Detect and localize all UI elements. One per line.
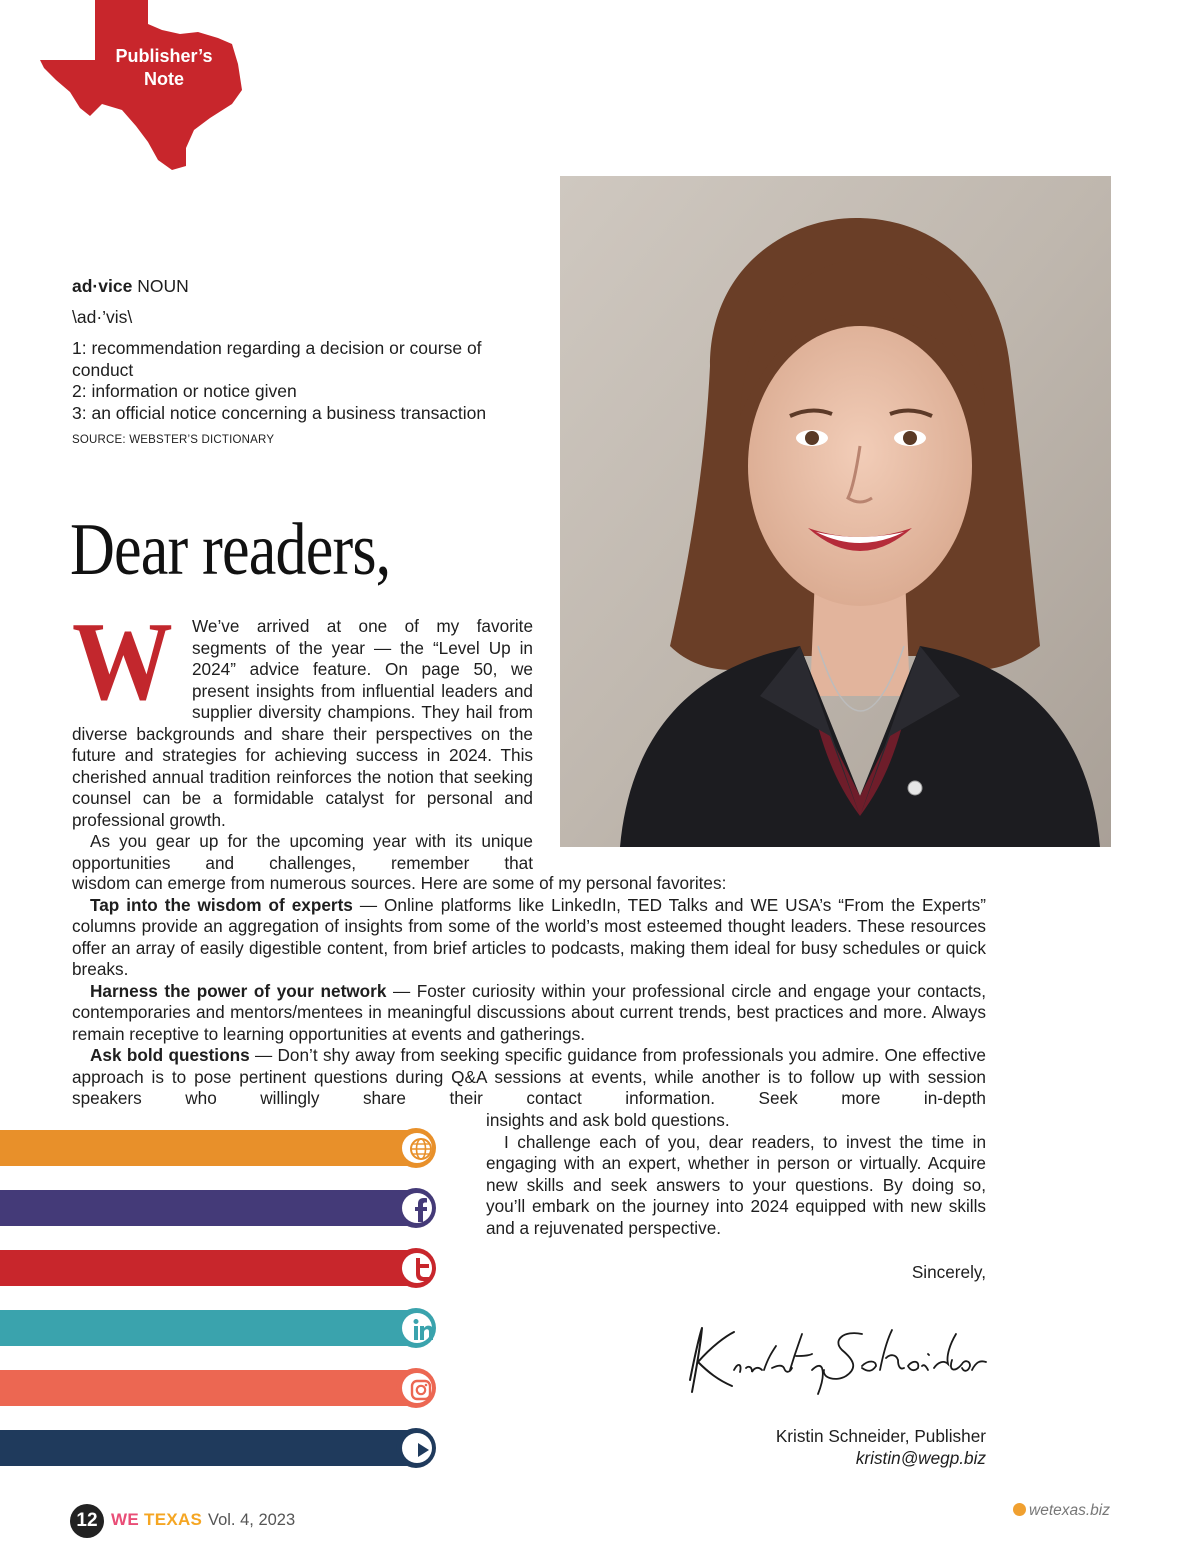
social-bar-strip	[0, 1130, 410, 1166]
signer-email[interactable]: kristin@wegp.biz	[855, 1448, 986, 1468]
tip-text: — Don’t shy away from seeking specific guidance from professionals you admire. One effective approach is to pose pertinent questions during Q&A sessions at events, while another is to follow up with session speakers who willingly share their contact information. Seek more in-depth	[72, 1045, 986, 1108]
letter-paragraph: We’ve arrived at one of my favorite segments of the year — the “Level Up in 2024” advice feature. On page 50, we present insights from influential leaders and supplier diversity champions. They hail from diverse backgrounds and share their perspectives on the future and strategies for achieving success in 2024. This cherished annual tradition reinforces the notion that seeking counsel can be a formidable catalyst for personal and professional growth.	[72, 616, 533, 830]
signer-name: Kristin Schneider, Publisher	[775, 1426, 986, 1446]
publisher-portrait-photo	[560, 176, 1111, 847]
letter-paragraph-continued: wisdom can emerge from numerous sources. Here are some of my personal favorites:	[72, 873, 727, 893]
tip-text: — Foster curiosity within your professional circle and engage your contacts, contemporaries and mentors/mentees in meaningful discussions about current trends, best practices and more. Always remain receptive to learning opportunities at events and gatherings.	[72, 980, 986, 1044]
social-bar-strip	[0, 1430, 410, 1466]
tip-experts	[72, 895, 986, 981]
instagram-icon	[405, 1374, 435, 1404]
definition-sense: 2: information or notice given	[72, 381, 297, 401]
social-bar-strip	[0, 1310, 410, 1346]
definition-sense: 1: recommendation regarding a decision or course of conduct	[72, 338, 482, 380]
section-label-line2: Note	[144, 69, 184, 89]
letter-closing: Sincerely,	[911, 1262, 986, 1282]
tip-network	[72, 981, 986, 1046]
definition-headword	[72, 276, 532, 298]
section-label	[94, 45, 234, 91]
linkedin-icon	[405, 1314, 435, 1344]
globe-icon	[405, 1134, 435, 1164]
definition-pronunciation: \ad·’vis\	[72, 306, 133, 327]
handwritten-signature	[672, 1310, 1002, 1410]
letter-column-left	[72, 600, 533, 874]
tip-text: — Online platforms like LinkedIn, TED Talks and WE USA’s “From the Experts” columns provide an aggregation of insights from some of the world’s most esteemed thought leaders. These resources offer an array of easily digestible content, from brief articles to podcasts, making them ideal for busy schedules or quick breaks.	[72, 894, 986, 979]
letter-paragraph: As you gear up for the upcoming year with its unique opportunities and challenges, remember that	[72, 831, 533, 873]
social-bar-strip	[0, 1250, 410, 1286]
tip-title: Tap into the wisdom of experts	[90, 894, 353, 915]
twitter-icon	[405, 1254, 435, 1284]
letter-heading: Dear readers,	[70, 509, 391, 591]
definition-part-of-speech: NOUN	[137, 276, 189, 296]
definition-senses	[72, 338, 532, 424]
tip-questions	[72, 1045, 986, 1110]
dictionary-definition	[72, 276, 532, 452]
letter-column-wide	[72, 873, 986, 1110]
magazine-brand	[111, 1510, 202, 1530]
definition-word: ad·vice	[72, 276, 133, 296]
tip-title: Ask bold questions	[90, 1045, 250, 1065]
brand-we: WE	[111, 1510, 139, 1529]
issue-volume: Vol. 4, 2023	[208, 1511, 296, 1529]
tip-title: Harness the power of your network	[90, 980, 387, 1001]
letter-column-right	[486, 1110, 986, 1239]
brand-texas: TEXAS	[144, 1510, 203, 1529]
page-number: 12	[70, 1504, 104, 1538]
footer-website-label[interactable]: wetexas.biz	[1029, 1502, 1110, 1519]
drop-cap: W	[72, 600, 173, 724]
definition-sense: 3: an official notice concerning a business transaction	[72, 402, 487, 423]
definition-source: SOURCE: WEBSTER’S DICTIONARY	[72, 434, 275, 446]
globe-icon	[1013, 1503, 1026, 1516]
letter-paragraph: I challenge each of you, dear readers, to invest the time in engaging with an expert, whether in person or virtually. Acquire new skills and seek answers to your questions. By doing so, you’ll embark on the journey into 2024 equipped with new skills and a rejuvenated perspective.	[486, 1131, 986, 1238]
section-label-line1: Publisher’s	[115, 46, 213, 66]
footer-website[interactable]	[1013, 1502, 1110, 1520]
social-bar-strip	[0, 1190, 410, 1226]
youtube-icon	[405, 1434, 435, 1464]
social-bar-strip	[0, 1370, 410, 1406]
facebook-icon	[405, 1194, 435, 1224]
letter-paragraph-continued: insights and ask bold questions.	[486, 1110, 730, 1130]
